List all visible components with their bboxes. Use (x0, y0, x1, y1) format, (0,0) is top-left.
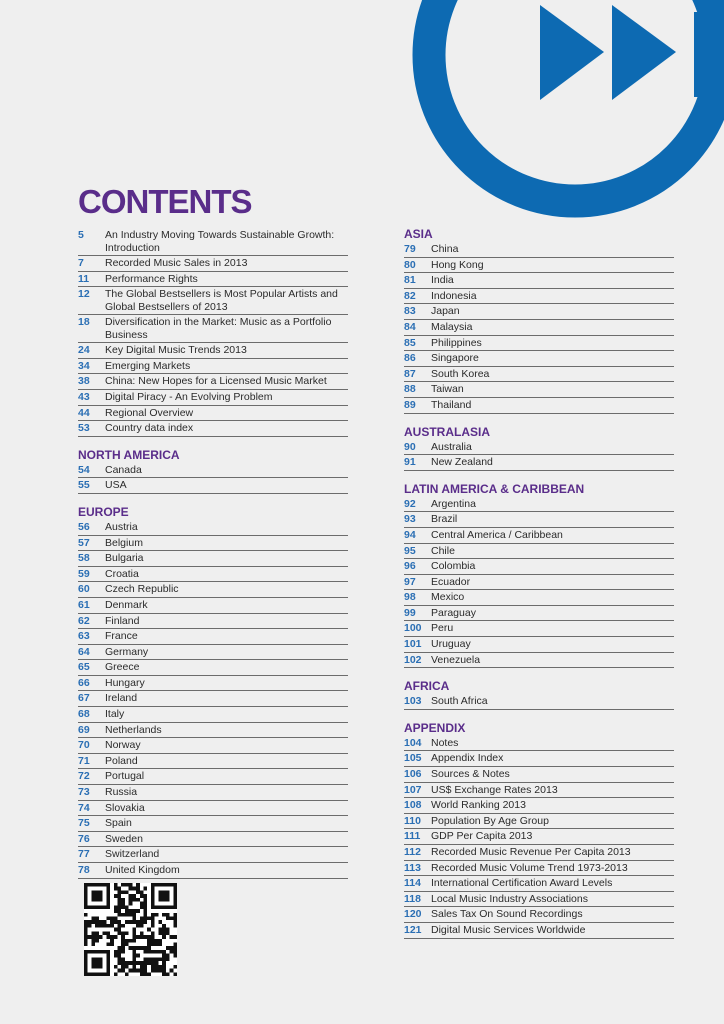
entry-title: Sweden (105, 832, 143, 845)
entry-title: Colombia (431, 560, 476, 573)
toc-entry[interactable] (404, 512, 674, 528)
page-number: 78 (78, 864, 90, 876)
entry-title: Paraguay (431, 606, 476, 619)
page-number: 85 (404, 336, 416, 349)
section-heading: ASIA (404, 227, 433, 241)
toc-entry[interactable] (404, 876, 674, 892)
page-number: 96 (404, 560, 416, 573)
page-number: 101 (404, 638, 422, 651)
page-number: 108 (404, 799, 422, 812)
page-number: 61 (78, 598, 90, 611)
page-number: 5 (78, 229, 84, 241)
entry-title: International Certification Award Levels (431, 877, 613, 890)
entry-title: Spain (105, 817, 132, 830)
page-number: 91 (404, 456, 416, 469)
page-number: 99 (404, 606, 416, 619)
entry-title: GDP Per Capita 2013 (431, 830, 533, 843)
toc-entry[interactable] (78, 723, 348, 739)
toc-section-asia (404, 226, 674, 414)
entry-title: Italy (105, 708, 125, 721)
page-number: 88 (404, 383, 416, 396)
toc-entry[interactable] (78, 536, 348, 552)
section-heading: EUROPE (78, 504, 129, 519)
page-number: 72 (78, 770, 90, 783)
page-number: 62 (78, 614, 90, 627)
toc-entry[interactable] (404, 367, 674, 383)
toc-entry[interactable] (78, 801, 348, 817)
page-number: 79 (404, 243, 416, 255)
entry-title: Regional Overview (105, 406, 194, 419)
page-number: 71 (78, 754, 90, 767)
toc-section-africa (404, 678, 674, 710)
toc-section-north-america (78, 447, 348, 494)
page-number: 43 (78, 390, 90, 403)
toc-entry[interactable] (78, 343, 348, 359)
page-number: 12 (78, 288, 90, 301)
toc-entry[interactable] (78, 406, 348, 422)
page-number: 83 (404, 305, 416, 318)
toc-entry[interactable] (78, 629, 348, 645)
toc-section-europe (78, 504, 348, 879)
section-heading: NORTH AMERICA (78, 447, 180, 462)
page-number: 60 (78, 583, 90, 596)
toc-entry[interactable] (404, 242, 674, 258)
entry-title: Greece (105, 661, 140, 674)
toc-entry[interactable] (78, 256, 348, 272)
entry-title: Venezuela (431, 653, 481, 666)
page-number: 93 (404, 513, 416, 526)
toc-section-main (78, 228, 348, 437)
page-number: 68 (78, 708, 90, 721)
page-number: 59 (78, 567, 90, 580)
entry-title: Australia (431, 440, 472, 453)
toc-entry[interactable] (78, 738, 348, 754)
toc-entry[interactable] (78, 582, 348, 598)
toc-entry[interactable] (78, 645, 348, 661)
toc-entry[interactable] (78, 863, 348, 879)
toc-entry[interactable] (78, 832, 348, 848)
toc-entry[interactable] (404, 320, 674, 336)
page-number: 106 (404, 768, 422, 781)
entry-title: Peru (431, 622, 454, 635)
toc-entry[interactable] (404, 382, 674, 398)
entry-title: Austria (105, 520, 138, 533)
entry-title: World Ranking 2013 (431, 799, 526, 812)
entry-title: Key Digital Music Trends 2013 (105, 344, 247, 357)
entry-title: Recorded Music Volume Trend 1973-2013 (431, 861, 628, 874)
entry-title: Russia (105, 786, 138, 799)
toc-entry[interactable] (404, 440, 674, 456)
page-number: 120 (404, 908, 422, 921)
entry-title: Singapore (431, 352, 479, 365)
page-number: 56 (78, 520, 90, 533)
page-number: 82 (404, 289, 416, 302)
entry-title: Appendix Index (431, 752, 504, 765)
page-number: 98 (404, 591, 416, 604)
page-number: 67 (78, 692, 90, 705)
page-number: 89 (404, 398, 416, 411)
page-number: 113 (404, 861, 421, 874)
page-number: 86 (404, 352, 416, 365)
entry-title: Malaysia (431, 320, 473, 333)
page-number: 54 (78, 463, 90, 476)
toc-entry[interactable] (78, 463, 348, 479)
page-number: 111 (404, 830, 421, 843)
page-number: 66 (78, 676, 90, 689)
toc-entry[interactable] (78, 359, 348, 375)
entry-title: Philippines (431, 336, 482, 349)
section-heading: AFRICA (404, 679, 450, 694)
entry-title: Japan (431, 305, 460, 318)
entry-title: China: New Hopes for a Licensed Music Market (105, 375, 327, 388)
page-number: 87 (404, 367, 416, 380)
toc-entry[interactable] (78, 551, 348, 567)
page-number: 58 (78, 552, 90, 565)
toc-entry[interactable] (404, 907, 674, 923)
toc-entry[interactable] (404, 351, 674, 367)
entry-title: Diversification in the Market: Music as a Portfolio Business (105, 316, 332, 342)
page-number: 76 (78, 832, 90, 845)
entry-title: Croatia (105, 567, 139, 580)
contents-column-left (78, 228, 348, 889)
toc-entry[interactable] (78, 769, 348, 785)
page-number: 77 (78, 848, 90, 861)
entry-title: Denmark (105, 598, 148, 611)
page-number: 97 (404, 575, 416, 588)
entry-title: Slovakia (105, 801, 145, 814)
entry-title: Hong Kong (431, 258, 484, 271)
entry-title: Sales Tax On Sound Recordings (431, 908, 583, 921)
page-number: 104 (404, 736, 422, 749)
page-number: 70 (78, 739, 90, 752)
entry-title: The Global Bestsellers is Most Popular Artists and Global Bestsellers of 2013 (105, 288, 338, 314)
toc-entry[interactable] (404, 304, 674, 320)
toc-entry[interactable] (78, 374, 348, 390)
entry-title: Central America / Caribbean (431, 528, 563, 541)
entry-title: Norway (105, 739, 141, 752)
page-number: 114 (404, 877, 421, 890)
page-number: 90 (404, 440, 416, 453)
entry-title: Uruguay (431, 638, 471, 651)
toc-entry[interactable] (404, 694, 674, 710)
toc-entry[interactable] (404, 528, 674, 544)
page-number: 74 (78, 801, 90, 814)
entry-title: Country data index (105, 422, 194, 435)
entry-title: Bulgaria (105, 552, 144, 565)
page-number: 75 (78, 817, 90, 830)
toc-entry[interactable] (78, 707, 348, 723)
toc-entry[interactable] (404, 923, 674, 939)
entry-title: Population By Age Group (431, 814, 549, 827)
toc-entry[interactable] (78, 598, 348, 614)
page-number: 53 (78, 422, 90, 435)
page-number: 64 (78, 645, 90, 658)
entry-title: Finland (105, 614, 140, 627)
entry-title: Hungary (105, 676, 145, 689)
section-heading: APPENDIX (404, 720, 466, 735)
entry-title: Recorded Music Sales in 2013 (105, 257, 248, 269)
toc-entry[interactable] (404, 861, 674, 877)
toc-entry[interactable] (404, 497, 674, 513)
page-number: 110 (404, 814, 421, 827)
page-number: 81 (404, 274, 416, 287)
page-number: 105 (404, 752, 422, 765)
page-number: 94 (404, 528, 416, 541)
entry-title: USA (105, 479, 127, 492)
entry-title: China (431, 243, 459, 255)
section-heading: LATIN AMERICA & CARIBBEAN (404, 481, 585, 496)
toc-entry[interactable] (78, 520, 348, 536)
toc-entry[interactable] (404, 398, 674, 414)
toc-entry[interactable] (404, 814, 674, 830)
entry-title: Belgium (105, 536, 143, 549)
page-number: 55 (78, 479, 90, 492)
qr-code-icon (84, 883, 177, 976)
page-number: 38 (78, 375, 90, 388)
toc-entry[interactable] (78, 478, 348, 494)
page-title: CONTENTS (78, 183, 252, 220)
toc-entry[interactable] (78, 315, 348, 343)
toc-entry[interactable] (404, 559, 674, 575)
entry-title: Taiwan (431, 383, 464, 396)
page-number: 73 (78, 786, 90, 799)
toc-entry[interactable] (404, 637, 674, 653)
entry-title: Thailand (431, 398, 472, 411)
section-heading: AUSTRALASIA (404, 424, 490, 439)
entry-title: Digital Piracy - An Evolving Problem (105, 390, 273, 403)
page-number: 84 (404, 320, 416, 333)
page-number: 57 (78, 536, 90, 549)
toc-entry[interactable] (78, 272, 348, 288)
page-number: 112 (404, 846, 421, 858)
entry-title: Emerging Markets (105, 359, 191, 372)
entry-title: India (431, 274, 454, 287)
page-number: 103 (404, 695, 422, 708)
toc-entry[interactable] (404, 767, 674, 783)
entry-title: Argentina (431, 497, 476, 510)
entry-title: Performance Rights (105, 272, 198, 285)
toc-entry[interactable] (404, 273, 674, 289)
entry-title: Czech Republic (105, 583, 179, 596)
page-number: 63 (78, 630, 90, 643)
page-number: 69 (78, 723, 90, 736)
page-number: 80 (404, 258, 416, 271)
entry-title: South Africa (431, 695, 488, 708)
entry-title: South Korea (431, 367, 490, 380)
page-number: 44 (78, 406, 90, 419)
entry-title: Brazil (431, 513, 458, 526)
toc-entry[interactable] (404, 653, 674, 669)
toc-entry[interactable] (78, 390, 348, 406)
toc-entry[interactable] (404, 829, 674, 845)
page-number: 121 (404, 923, 422, 936)
toc-entry[interactable] (78, 754, 348, 770)
toc-entry[interactable] (404, 544, 674, 560)
page-number: 95 (404, 544, 416, 557)
toc-entry[interactable] (404, 258, 674, 274)
page-number: 118 (404, 892, 421, 905)
toc-entry[interactable] (404, 736, 674, 752)
page-number: 92 (404, 497, 416, 510)
entry-title: New Zealand (431, 456, 493, 469)
entry-title: Indonesia (431, 289, 477, 302)
toc-entry[interactable] (404, 590, 674, 606)
toc-entry[interactable] (404, 751, 674, 767)
entry-title: US$ Exchange Rates 2013 (431, 783, 558, 796)
toc-entry[interactable] (78, 228, 348, 256)
toc-entry[interactable] (404, 892, 674, 908)
toc-section-appendix (404, 720, 674, 939)
entry-title: Ecuador (431, 575, 471, 588)
page-number: 100 (404, 622, 422, 635)
entry-title: Switzerland (105, 848, 160, 861)
entry-title: Local Music Industry Associations (431, 892, 588, 905)
entry-title: Notes (431, 736, 459, 749)
page-number: 11 (78, 272, 90, 285)
toc-entry[interactable] (78, 785, 348, 801)
page-number: 7 (78, 257, 84, 269)
entry-title: Netherlands (105, 723, 162, 736)
entry-title: Poland (105, 754, 138, 767)
entry-title: An Industry Moving Towards Sustainable Growth: Introduction (105, 229, 335, 254)
entry-title: Recorded Music Revenue Per Capita 2013 (431, 846, 631, 858)
toc-entry[interactable] (404, 336, 674, 352)
entry-title: Portugal (105, 770, 145, 783)
page-number: 18 (78, 316, 90, 329)
toc-entry[interactable] (404, 845, 674, 861)
toc-entry[interactable] (404, 783, 674, 799)
entry-title: Ireland (105, 692, 138, 705)
entry-title: France (105, 630, 138, 643)
logo-ring (429, 0, 721, 201)
toc-entry[interactable] (78, 567, 348, 583)
toc-entry[interactable] (404, 455, 674, 471)
page-number: 65 (78, 661, 90, 674)
contents-column-right (404, 226, 674, 949)
toc-entry[interactable] (78, 421, 348, 437)
entry-title: United Kingdom (105, 864, 180, 876)
entry-title: Chile (431, 544, 455, 557)
page-number: 107 (404, 783, 422, 796)
fast-forward-next-icon (540, 5, 712, 100)
page-number: 102 (404, 653, 422, 666)
toc-section-latin-america-caribbean (404, 481, 674, 669)
toc-entry[interactable] (78, 676, 348, 692)
toc-entry[interactable] (78, 660, 348, 676)
toc-entry[interactable] (78, 614, 348, 630)
toc-entry[interactable] (78, 816, 348, 832)
entry-title: Digital Music Services Worldwide (431, 923, 586, 936)
entry-title: Sources & Notes (431, 768, 510, 781)
toc-entry[interactable] (404, 798, 674, 814)
toc-entry[interactable] (404, 621, 674, 637)
toc-section-australasia (404, 424, 674, 471)
entry-title: Mexico (431, 591, 465, 604)
toc-entry[interactable] (404, 289, 674, 305)
toc-entry[interactable] (78, 691, 348, 707)
page-number: 34 (78, 359, 90, 372)
toc-entry[interactable] (404, 575, 674, 591)
page-number: 24 (78, 344, 90, 357)
entry-title: Canada (105, 463, 142, 476)
entry-title: Germany (105, 645, 149, 658)
toc-entry[interactable] (78, 287, 348, 315)
toc-entry[interactable] (404, 606, 674, 622)
toc-entry[interactable] (78, 847, 348, 863)
